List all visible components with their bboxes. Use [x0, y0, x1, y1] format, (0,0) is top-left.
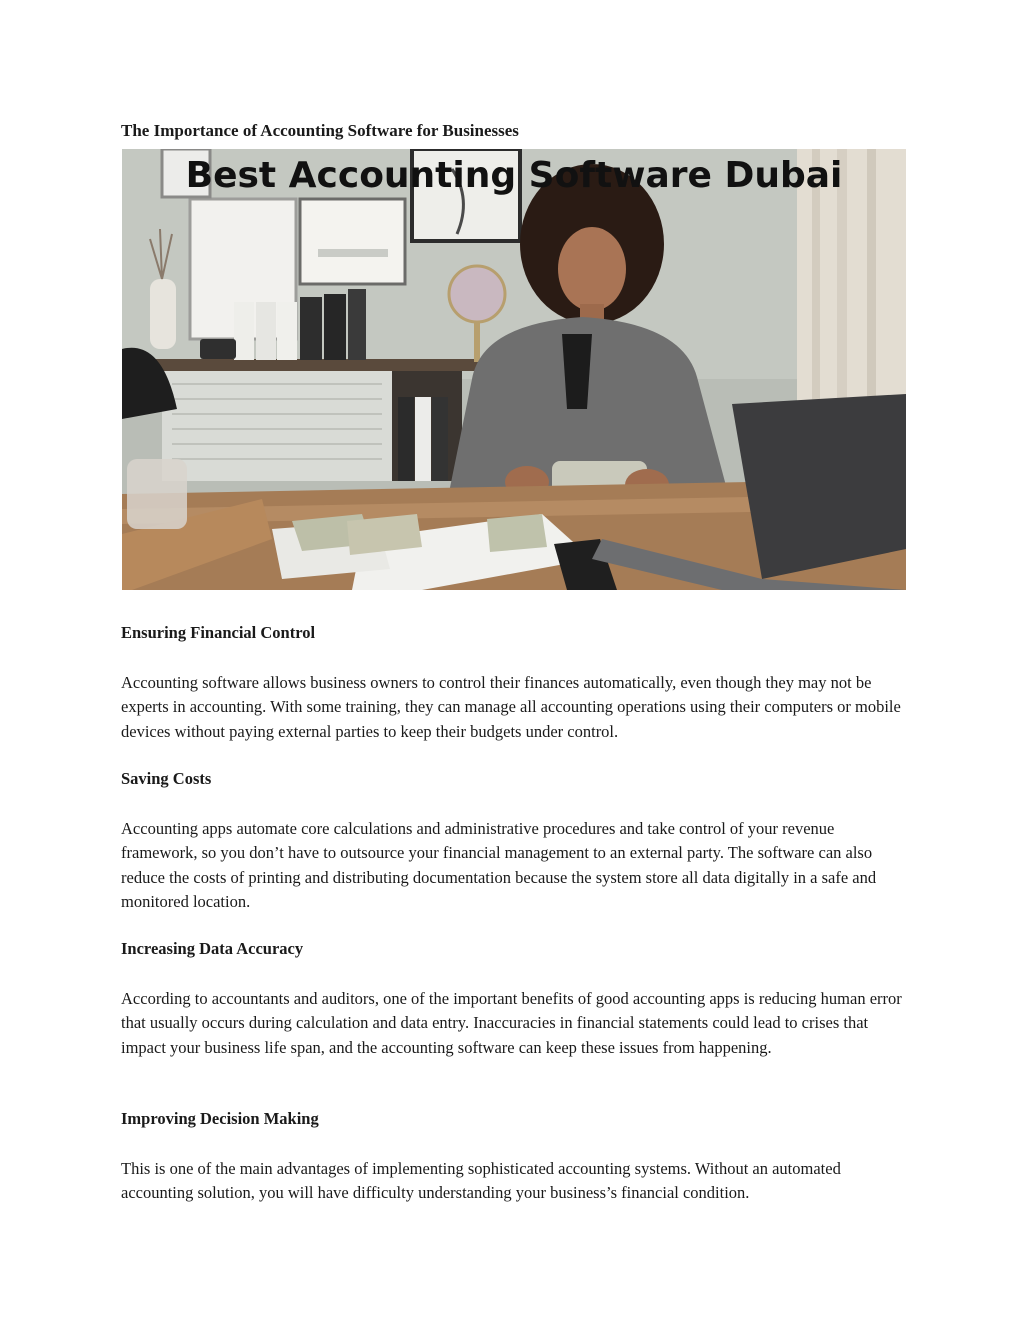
- section-paragraph: Accounting apps automate core calculations and administrative procedures and take control of your revenue framework, so you don’t have to outsource your financial management to an external party. The software can also reduce the costs of printing and distributing documentation because the system store all data digitally in a safe and monitored location.: [121, 819, 877, 911]
- section-heading: Saving Costs: [121, 769, 212, 788]
- section-heading: Increasing Data Accuracy: [121, 939, 304, 958]
- hero-image: [122, 149, 906, 590]
- section-paragraph: This is one of the main advantages of implementing sophisticated accounting systems. Without an automated accounting solution, you will have difficulty understanding your business’s financial condition.: [121, 1159, 841, 1203]
- section-paragraph: According to accountants and auditors, one of the important benefits of good accounting apps is reducing human error that usually occurs during calculation and data entry. Inaccuracies in financial statements could lead to crises that impact your business life span, and the accounting software can keep these issues from happening.: [121, 989, 902, 1057]
- hero-image-overlay-text: Best Accounting Software Dubai: [185, 155, 843, 196]
- document-title: The Importance of Accounting Software for Businesses: [121, 121, 519, 140]
- section-heading: Improving Decision Making: [121, 1109, 319, 1128]
- section-heading: Ensuring Financial Control: [121, 623, 316, 642]
- section-paragraph: Accounting software allows business owners to control their finances automatically, even though they may not be experts in accounting. With some training, they can manage all accounting operations using their computers or mobile devices without paying external parties to keep their budgets under control.: [121, 673, 901, 741]
